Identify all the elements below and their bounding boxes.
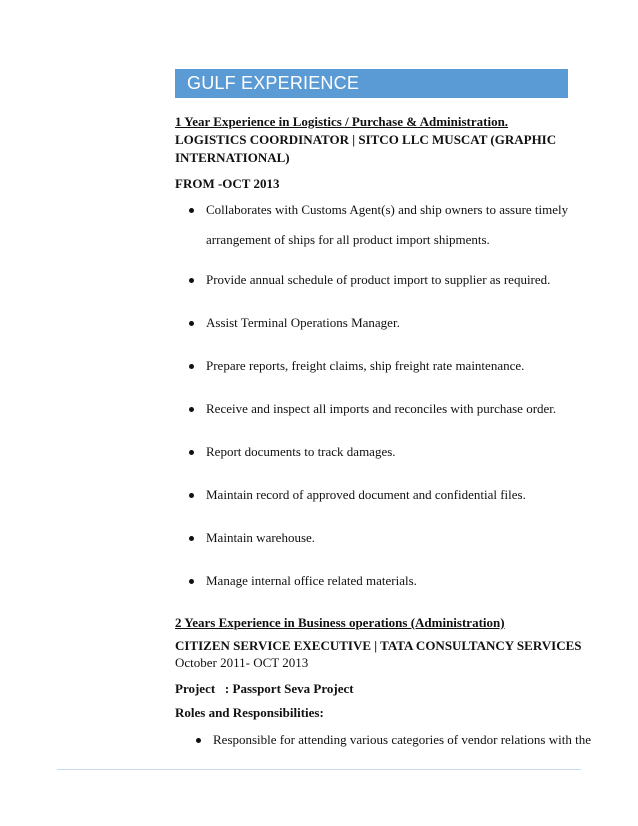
job2-experience-heading: 2 Years Experience in Business operations (Administration) (175, 615, 505, 630)
list-item-text: Report documents to track damages. (206, 444, 396, 459)
list-item-text: Prepare reports, freight claims, ship freight rate maintenance. (206, 358, 525, 373)
section-banner (175, 69, 568, 98)
list-item-text: Provide annual schedule of product import to supplier as required. (206, 272, 551, 287)
bullet-icon (189, 278, 194, 283)
job2-period: October 2011- OCT 2013 (175, 655, 309, 670)
job1-title-line2: INTERNATIONAL) (175, 150, 290, 165)
footer-divider (57, 769, 581, 770)
bullet-icon (189, 208, 194, 213)
list-item-text: Maintain record of approved document and confidential files. (206, 487, 526, 502)
list-item-text: Responsible for attending various categories of vendor relations with the (213, 732, 591, 747)
bullet-icon (189, 536, 194, 541)
job1-experience-heading: 1 Year Experience in Logistics / Purchase & Administration. (175, 114, 509, 129)
job1-title-line1: LOGISTICS COORDINATOR | SITCO LLC MUSCAT (GRAPHIC (175, 132, 557, 147)
bullet-icon (189, 321, 194, 326)
job2-project: Project : Passport Seva Project (175, 681, 354, 696)
list-item-text: Manage internal office related materials. (206, 573, 417, 588)
job2-title: CITIZEN SERVICE EXECUTIVE | TATA CONSULTANCY SERVICES (175, 638, 582, 653)
list-item-text: Assist Terminal Operations Manager. (206, 315, 400, 330)
job2-roles-heading: Roles and Responsibilities: (175, 705, 324, 720)
list-item-text: Collaborates with Customs Agent(s) and ship owners to assure timely (206, 202, 569, 217)
list-item-text: Receive and inspect all imports and reconciles with purchase order. (206, 401, 557, 416)
section-title: GULF EXPERIENCE (187, 73, 360, 93)
bullet-icon (196, 738, 201, 743)
bullet-icon (189, 450, 194, 455)
bullet-icon (189, 579, 194, 584)
bullet-icon (189, 493, 194, 498)
bullet-icon (189, 364, 194, 369)
job1-period: FROM -OCT 2013 (175, 176, 280, 191)
bullet-icon (189, 407, 194, 412)
list-item-text-continued: arrangement of ships for all product import shipments. (206, 232, 490, 247)
list-item-text: Maintain warehouse. (206, 530, 316, 545)
